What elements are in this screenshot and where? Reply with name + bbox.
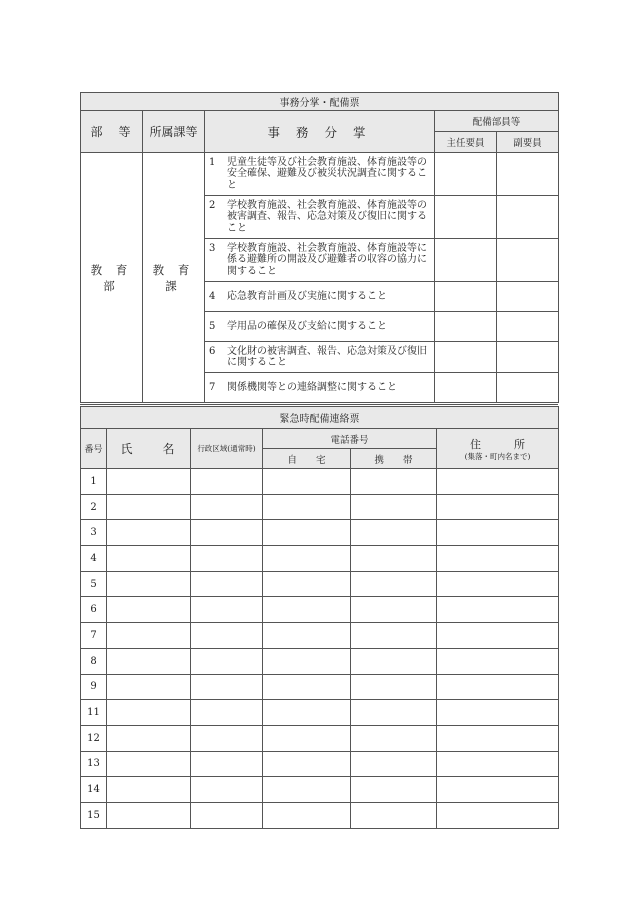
row-number: 6 <box>81 597 107 623</box>
district-cell[interactable] <box>191 802 263 828</box>
address-cell[interactable] <box>437 597 559 623</box>
staff-group-header: 配備部員等 <box>435 111 559 132</box>
row-number: 1 <box>81 469 107 495</box>
contact-row <box>81 546 559 572</box>
deputy-cell <box>497 282 559 312</box>
task-number: 3 <box>209 242 216 254</box>
address-cell[interactable] <box>437 674 559 700</box>
number-header: 番号 <box>81 429 107 469</box>
name-cell[interactable] <box>107 469 191 495</box>
mobile-phone-cell[interactable] <box>351 648 437 674</box>
chief-cell <box>435 282 497 312</box>
name-cell[interactable] <box>107 494 191 520</box>
address-cell[interactable] <box>437 725 559 751</box>
row-number: 9 <box>81 674 107 700</box>
task-row <box>205 342 435 373</box>
district-cell[interactable] <box>191 623 263 649</box>
address-cell[interactable] <box>437 571 559 597</box>
name-cell[interactable] <box>107 597 191 623</box>
deputy-cell <box>497 373 559 403</box>
address-cell[interactable] <box>437 469 559 495</box>
row-number: 15 <box>81 802 107 828</box>
name-header: 氏 名 <box>107 429 191 469</box>
mobile-phone-cell[interactable] <box>351 802 437 828</box>
home-phone-cell[interactable] <box>263 546 351 572</box>
address-cell[interactable] <box>437 802 559 828</box>
address-cell[interactable] <box>437 751 559 777</box>
name-cell[interactable] <box>107 623 191 649</box>
home-phone-cell[interactable] <box>263 648 351 674</box>
address-cell[interactable] <box>437 623 559 649</box>
chief-cell <box>435 312 497 342</box>
mobile-phone-cell[interactable] <box>351 777 437 803</box>
mobile-phone-cell[interactable] <box>351 546 437 572</box>
contact-row <box>81 802 559 828</box>
mobile-phone-cell[interactable] <box>351 700 437 726</box>
name-cell[interactable] <box>107 520 191 546</box>
mobile-phone-cell[interactable] <box>351 597 437 623</box>
department-header: 部 等 <box>81 111 143 153</box>
task-number: 1 <box>209 156 216 168</box>
task-row <box>205 282 435 312</box>
mobile-phone-cell[interactable] <box>351 674 437 700</box>
district-cell[interactable] <box>191 571 263 597</box>
assignment-title: 事務分掌・配備票 <box>81 93 559 111</box>
contact-row <box>81 700 559 726</box>
home-phone-cell[interactable] <box>263 802 351 828</box>
district-cell[interactable] <box>191 700 263 726</box>
contact-row <box>81 623 559 649</box>
task-text: 学校教育施設、社会教育施設、体育施設等の被害調査、報告、応急対策及び復旧に関すること <box>227 199 427 234</box>
home-phone-header: 自 宅 <box>263 449 351 469</box>
mobile-phone-cell[interactable] <box>351 751 437 777</box>
address-cell[interactable] <box>437 700 559 726</box>
contact-row <box>81 571 559 597</box>
task-number: 4 <box>209 290 216 302</box>
district-cell[interactable] <box>191 725 263 751</box>
row-number: 14 <box>81 777 107 803</box>
name-cell[interactable] <box>107 802 191 828</box>
deputy-cell <box>497 342 559 373</box>
district-header: 行政区域(通常時) <box>191 429 263 469</box>
home-phone-cell[interactable] <box>263 571 351 597</box>
home-phone-cell[interactable] <box>263 469 351 495</box>
district-cell[interactable] <box>191 520 263 546</box>
name-cell[interactable] <box>107 648 191 674</box>
address-cell[interactable] <box>437 546 559 572</box>
duties-header: 事 務 分 掌 <box>205 111 435 153</box>
contact-rows <box>81 469 559 829</box>
name-cell[interactable] <box>107 571 191 597</box>
home-phone-cell[interactable] <box>263 597 351 623</box>
task-text: 文化財の被害調査、報告、応急対策及び復旧に関すること <box>227 345 427 368</box>
row-number: 7 <box>81 623 107 649</box>
contact-row <box>81 597 559 623</box>
name-cell[interactable] <box>107 700 191 726</box>
assignment-table <box>80 92 559 403</box>
contact-row <box>81 469 559 495</box>
chief-header: 主任要員 <box>435 132 497 153</box>
section-cell: 教 育 課 <box>143 153 205 403</box>
deputy-header: 副要員 <box>497 132 559 153</box>
row-number: 2 <box>81 494 107 520</box>
district-cell[interactable] <box>191 777 263 803</box>
mobile-phone-cell[interactable] <box>351 623 437 649</box>
task-number: 6 <box>209 345 216 357</box>
address-cell[interactable] <box>437 494 559 520</box>
mobile-phone-cell[interactable] <box>351 520 437 546</box>
chief-cell <box>435 196 497 239</box>
chief-cell <box>435 342 497 373</box>
task-row <box>205 153 435 196</box>
contact-row <box>81 725 559 751</box>
mobile-phone-cell[interactable] <box>351 725 437 751</box>
task-number: 2 <box>209 199 216 211</box>
row-number: 3 <box>81 520 107 546</box>
contact-row <box>81 520 559 546</box>
home-phone-cell[interactable] <box>263 777 351 803</box>
task-row <box>205 373 435 403</box>
chief-cell <box>435 373 497 403</box>
mobile-phone-header: 携 帯 <box>351 449 437 469</box>
section-divider <box>80 404 558 405</box>
task-row <box>205 196 435 239</box>
home-phone-cell[interactable] <box>263 751 351 777</box>
name-cell[interactable] <box>107 725 191 751</box>
deputy-cell <box>497 153 559 196</box>
row-number: 5 <box>81 571 107 597</box>
task-text: 学用品の確保及び支給に関すること <box>227 320 387 332</box>
section-header: 所属課等 <box>143 111 205 153</box>
task-number: 5 <box>209 320 216 332</box>
contact-row <box>81 777 559 803</box>
address-note: (集落・町内名まで) <box>464 452 531 461</box>
name-cell[interactable] <box>107 751 191 777</box>
task-text: 学校教育施設、社会教育施設、体育施設等に係る避難所の開設及び避難者の収容の協力に関すること <box>227 242 427 277</box>
task-row <box>205 312 435 342</box>
contact-row <box>81 674 559 700</box>
contact-row <box>81 648 559 674</box>
deputy-cell <box>497 196 559 239</box>
mobile-phone-cell[interactable] <box>351 494 437 520</box>
name-cell[interactable] <box>107 777 191 803</box>
home-phone-cell[interactable] <box>263 700 351 726</box>
contact-table <box>80 406 559 829</box>
address-cell[interactable] <box>437 648 559 674</box>
department-cell: 教 育 部 <box>81 153 143 403</box>
task-row <box>205 239 435 282</box>
home-phone-cell[interactable] <box>263 725 351 751</box>
home-phone-cell[interactable] <box>263 520 351 546</box>
district-cell[interactable] <box>191 751 263 777</box>
deputy-cell <box>497 312 559 342</box>
address-cell[interactable] <box>437 520 559 546</box>
deputy-cell <box>497 239 559 282</box>
name-cell[interactable] <box>107 546 191 572</box>
district-cell[interactable] <box>191 674 263 700</box>
name-cell[interactable] <box>107 674 191 700</box>
home-phone-cell[interactable] <box>263 623 351 649</box>
task-number: 7 <box>209 381 216 393</box>
mobile-phone-cell[interactable] <box>351 469 437 495</box>
contact-row <box>81 494 559 520</box>
home-phone-cell[interactable] <box>263 494 351 520</box>
phone-header: 電話番号 <box>263 429 437 449</box>
chief-cell <box>435 153 497 196</box>
address-cell[interactable] <box>437 777 559 803</box>
district-cell[interactable] <box>191 648 263 674</box>
mobile-phone-cell[interactable] <box>351 571 437 597</box>
home-phone-cell[interactable] <box>263 674 351 700</box>
row-number: 11 <box>81 700 107 726</box>
district-cell[interactable] <box>191 597 263 623</box>
task-text: 関係機関等との連絡調整に関すること <box>227 381 397 393</box>
contact-title: 緊急時配備連絡票 <box>81 407 559 429</box>
task-text: 応急教育計画及び実施に関すること <box>227 290 387 302</box>
district-cell[interactable] <box>191 546 263 572</box>
row-number: 8 <box>81 648 107 674</box>
district-cell[interactable] <box>191 469 263 495</box>
address-header <box>437 429 559 469</box>
row-number: 13 <box>81 751 107 777</box>
address-label: 住 所 <box>470 438 525 451</box>
task-text: 児童生徒等及び社会教育施設、体育施設等の安全確保、避難及び被災状況調査に関すること <box>227 156 427 191</box>
row-number: 12 <box>81 725 107 751</box>
district-cell[interactable] <box>191 494 263 520</box>
row-number: 4 <box>81 546 107 572</box>
chief-cell <box>435 239 497 282</box>
contact-row <box>81 751 559 777</box>
